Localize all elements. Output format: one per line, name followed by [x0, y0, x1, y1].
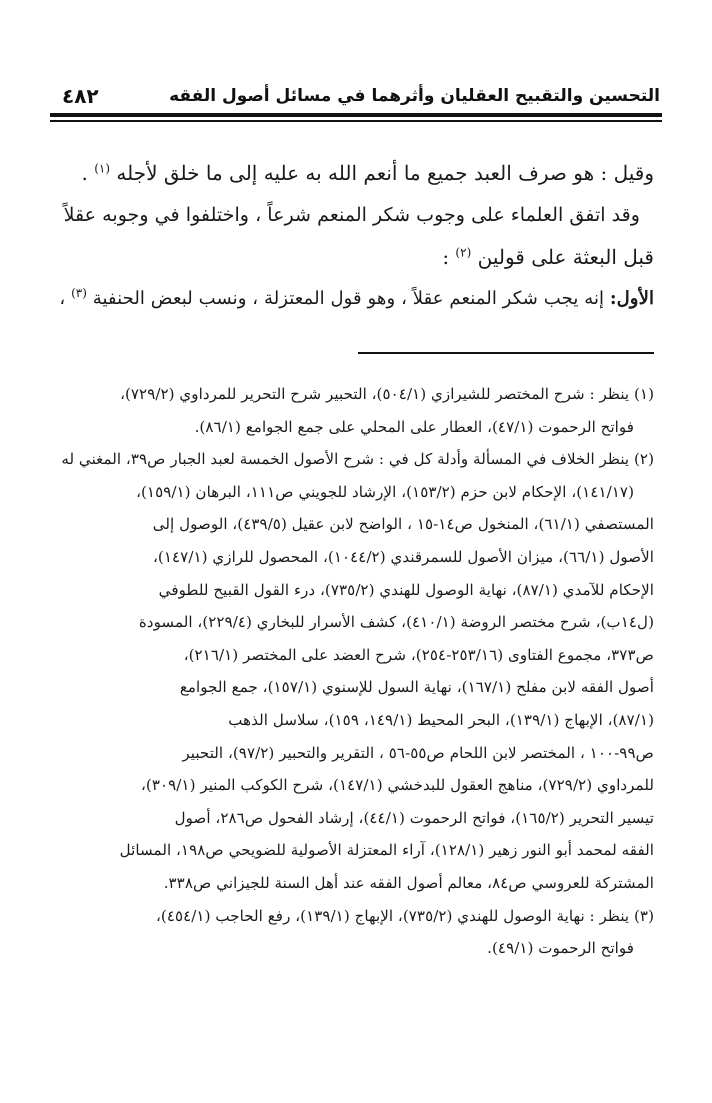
footnote-line: المشتركة للعروسي ص٨٤، معالم أصول الفقه عند أهل السنة للجيزاني ص٣٣٨. [163, 873, 654, 892]
footnote-line: للمرداوي (٧٢٩/٢)، مناهج العقول للبدخشي (١٤٧/١)، شرح الكوكب المنير (٣٠٩/١)، [141, 776, 654, 795]
main-line [58, 152, 654, 194]
main-line-text: إنه يجب شكر المنعم عقلاً ، وهو قول المعتزلة ، ونسب لبعض الحنفية [92, 288, 610, 309]
footnote-line: (٨٧/١)، الإبهاج (١٣٩/١)، البحر المحيط (١٤٩/١، ١٥٩)، سلاسل الذهب [228, 710, 654, 729]
footnote-line: (ل١٤ب)، شرح مختصر الروضة (٤١٠/١)، كشف الأسرار للبخاري (٢٢٩/٤)، المسودة [138, 613, 654, 632]
footnote-line: (١٤١/١٧)، الإحكام لابن حزم (١٥٣/٢)، الإرشاد للجويني ص١١١، البرهان (١٥٩/١)، [136, 482, 634, 501]
footnote-line: (٢) ينظر الخلاف في المسألة وأدلة كل في : شرح الأصول الخمسة لعبد الجبار ص٣٩، المغني له [61, 450, 654, 469]
footnote-line: فواتح الرحموت (٤٧/١)، العطار على المحلي على جمع الجوامع (٨٦/١). [194, 417, 634, 436]
footnote-line: أصول الفقه لابن مفلح (١٦٧/١)، نهاية السول للإسنوي (١٥٧/١)، جمع الجوامع [179, 678, 654, 697]
footnote-marker[interactable]: (١) [94, 161, 111, 176]
main-line [58, 236, 654, 278]
footnote-line: ص٣٧٣، مجموع الفتاوى (٢٥٣/١٦-٢٥٤)، شرح العضد على المختصر (٢١٦/١)، [183, 645, 654, 664]
footnote-line: الأصول (٦٦/١)، ميزان الأصول للسمرقندي (١٠٤٤/٢)، المحصول للرازي (١٤٧/١)، [153, 547, 654, 566]
footnote-line: (٣) ينظر : نهاية الوصول للهندي (٧٣٥/٢)، الإبهاج (١٣٩/١)، رفع الحاجب (٤٥٤/١)، [155, 906, 654, 925]
main-line [58, 194, 654, 236]
footnote-line: (١) ينظر : شرح المختصر للشيرازي (٥٠٤/١)، التحبير شرح التحرير للمرداوي (٧٢٩/٢)، [120, 385, 654, 403]
main-line-lead: الأول: [609, 288, 654, 309]
footnote-separator [358, 352, 654, 354]
running-head: التحسين والتقبيح العقليان وأثرهما في مسائل أصول الفقه [169, 86, 660, 106]
footnote-marker[interactable]: (٣) [71, 285, 87, 300]
footnotes [56, 378, 654, 965]
main-text [58, 152, 654, 320]
footnote-line: فواتح الرحموت (٤٩/١). [487, 939, 634, 958]
page-header [58, 82, 660, 114]
footnote-line: ص٩٩-١٠٠ ، المختصر لابن اللحام ص٥٥-٥٦ ، التقرير والتحبير (٩٧/٢)، التحبير [182, 743, 654, 762]
header-rule-thin [50, 120, 662, 122]
main-line-tail: . [81, 161, 88, 185]
main-line [58, 278, 654, 320]
main-line-text: قبل البعثة على قولين [477, 245, 654, 269]
footnote-line: المستصفي (٦١/١)، المنخول ص١٤-١٥ ، الواضح لابن عقيل (٤٣٩/٥)، الوصول إلى [152, 515, 654, 534]
footnote-line: تيسير التحرير (١٦٥/٢)، فواتح الرحموت (٤٤/١)، إرشاد الفحول ص٢٨٦، أصول [174, 808, 654, 827]
page-number: ٤٨٢ [62, 84, 99, 108]
header-rule-thick [50, 113, 662, 117]
main-line-tail: : [442, 245, 450, 269]
footnote-marker[interactable]: (٢) [455, 245, 472, 260]
footnote-line: الإحكام للآمدي (٨٧/١)، نهاية الوصول للهندي (٧٣٥/٢)، درء القول القبيح للطوفي [158, 580, 654, 599]
main-line-text: وقيل : هو صرف العبد جميع ما أنعم الله به عليه إلى ما خلق لأجله [116, 161, 654, 185]
main-line-text: وقد اتفق العلماء على وجوب شكر المنعم شرعاً ، واختلفوا في وجوبه عقلاً [63, 203, 640, 226]
main-line-tail: ، [59, 288, 66, 309]
footnote-line: الفقه لمحمد أبو النور زهير (١٢٨/١)، آراء المعتزلة الأصولية للضويحي ص١٩٨، المسائل [119, 841, 654, 860]
